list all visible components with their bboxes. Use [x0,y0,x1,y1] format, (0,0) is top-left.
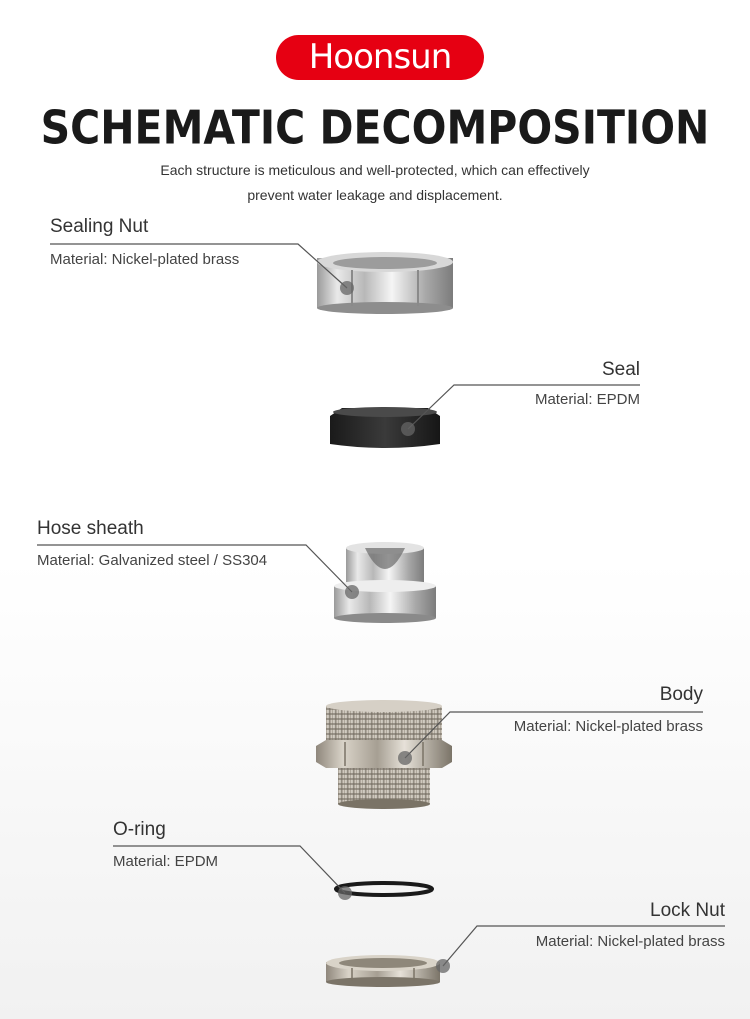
part-name-body: Body [659,684,703,705]
page-title: SCHEMATIC DECOMPOSITION [40,101,710,155]
part-name-lock-nut: Lock Nut [650,900,725,921]
part-name-sealing-nut: Sealing Nut [50,216,149,237]
sealing-nut-icon [317,252,453,314]
part-material-sealing-nut: Material: Nickel-plated brass [50,251,240,268]
part-name-seal: Seal [601,359,640,380]
hose-sheath-icon [334,542,436,623]
gland-body-icon [316,700,452,809]
part-name-hose-sheath: Hose sheath [37,518,144,539]
brand-logo: Hoonsun [276,35,484,80]
subtitle-line-2: prevent water leakage and displacement. [247,187,503,203]
leader-dots [338,281,450,973]
part-material-body: Material: Nickel-plated brass [513,718,703,735]
part-material-hose-sheath: Material: Galvanized steel / SS304 [37,552,268,569]
seal-ring-icon [330,407,440,448]
part-material-lock-nut: Material: Nickel-plated brass [535,933,725,950]
part-material-o-ring: Material: EPDM [113,853,219,870]
lock-nut-icon [326,955,440,987]
part-material-seal: Material: EPDM [534,391,640,408]
part-name-o-ring: O-ring [113,819,166,840]
subtitle-line-1: Each structure is meticulous and well-protected, which can effectively [160,162,590,178]
